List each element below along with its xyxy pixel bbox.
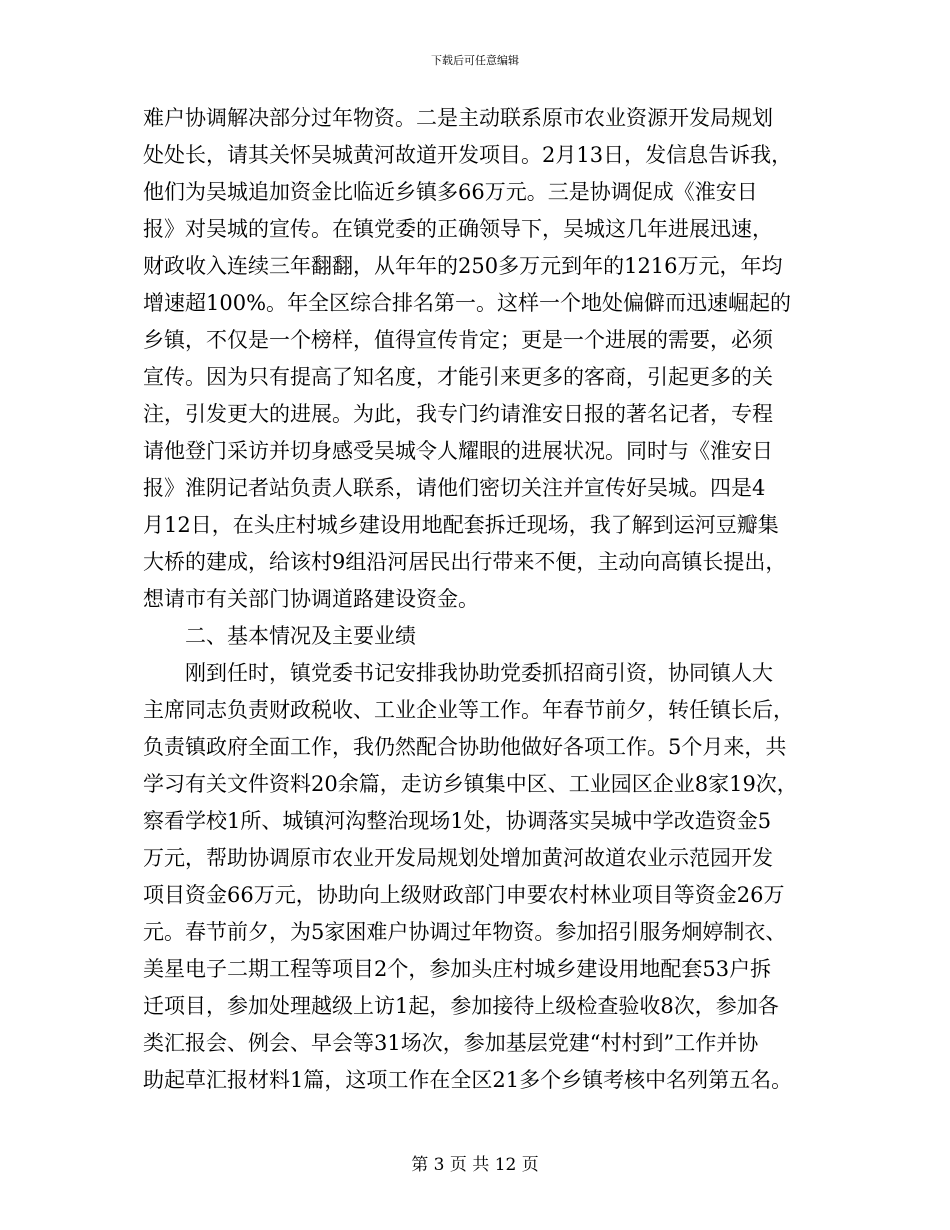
text-line: 项目资金66万元，协助向上级财政部门申要农村林业项目等资金26万 — [143, 883, 785, 907]
text-line: 主席同志负责财政税收、工业企业等工作。年春节前夕，转任镇长后， — [143, 698, 794, 722]
text-line: 报》淮阴记者站负责人联系，请他们密切关注并宣传好吴城。四是4 — [143, 476, 766, 500]
text-line: 处处长，请其关怀吴城黄河故道开发项目。2月13日，发信息告诉我， — [143, 143, 793, 167]
page-number: 第 3 页 共 12 页 — [411, 1155, 539, 1175]
text-line: 宣传。因为只有提高了知名度，才能引来更多的客商，引起更多的关 — [143, 365, 773, 389]
text-line: 助起草汇报材料1篇，这项工作在全区21多个乡镇考核中名列第五名。 — [143, 1068, 793, 1092]
text-line: 美星电子二期工程等项目2个，参加头庄村城乡建设用地配套53户拆 — [143, 957, 772, 981]
text-line: 注，引发更大的进展。为此，我专门约请淮安日报的著名记者，专程 — [143, 402, 773, 426]
document-body — [143, 100, 823, 1099]
text-line: 类汇报会、例会、早会等31场次，参加基层党建“村村到”工作并协 — [143, 1031, 759, 1055]
text-line: 难户协调解决部分过年物资。二是主动联系原市农业资源开发局规划 — [143, 106, 773, 130]
text-line: 负责镇政府全面工作，我仍然配合协助他做好各项工作。5个月来，共 — [143, 735, 787, 759]
text-line: 想请市有关部门协调道路建设资金。 — [143, 587, 479, 611]
text-line: 万元，帮助协调原市农业开发局规划处增加黄河故道农业示范园开发 — [143, 846, 773, 870]
section-heading: 二、基本情况及主要业绩 — [185, 624, 416, 648]
text-line: 察看学校1所、城镇河沟整治现场1处，协调落实吴城中学改造资金5 — [143, 809, 772, 833]
text-line: 财政收入连续三年翻翻，从年年的250多万元到年的1216万元，年均 — [143, 254, 783, 278]
text-line: 元。春节前夕，为5家困难户协调过年物资。参加招引服务炯婷制衣、 — [143, 920, 787, 944]
text-line: 报》对吴城的宣传。在镇党委的正确领导下，吴城这几年进展迅速， — [143, 217, 773, 241]
text-line: 他们为吴城追加资金比临近乡镇多66万元。三是协调促成《淮安日 — [143, 180, 758, 204]
text-line: 月12日，在头庄村城乡建设用地配套拆迁现场，我了解到运河豆瓣集 — [143, 513, 779, 537]
text-line: 学习有关文件资料20余篇，走访乡镇集中区、工业园区企业8家19次， — [143, 772, 798, 796]
text-line: 乡镇，不仅是一个榜样，值得宣传肯定；更是一个进展的需要，必须 — [143, 328, 773, 352]
text-line: 请他登门采访并切身感受吴城令人耀眼的进展状况。同时与《淮安日 — [143, 439, 773, 463]
text-line: 大桥的建成，给该村9组沿河居民出行带来不便，主动向高镇长提出， — [143, 550, 787, 574]
text-line: 刚到任时，镇党委书记安排我协助党委抓招商引资，协同镇人大 — [185, 661, 773, 685]
text-line: 迁项目，参加处理越级上访1起，参加接待上级检查验收8次，参加各 — [143, 994, 779, 1018]
text-line: 增速超100%。年全区综合排名第一。这样一个地处偏僻而迅速崛起的 — [143, 291, 792, 315]
page-header: 下载后可任意编辑 — [431, 54, 519, 67]
